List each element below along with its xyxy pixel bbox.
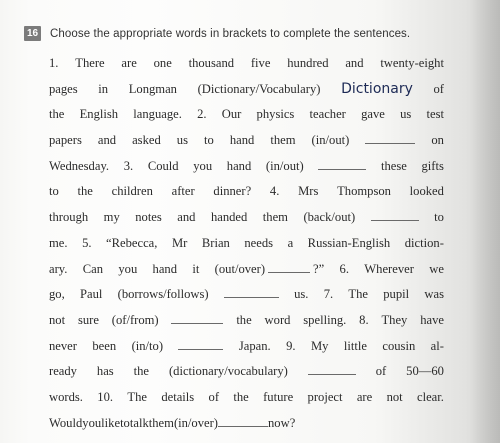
word: the: [77, 184, 93, 199]
word: Brian: [201, 235, 230, 250]
word: of: [433, 81, 444, 96]
word: looked: [409, 184, 444, 199]
word: Would: [49, 415, 83, 430]
word: a: [287, 235, 294, 250]
word: children: [111, 184, 153, 199]
word: me.: [49, 235, 68, 250]
word: these: [380, 158, 407, 173]
word: us: [176, 133, 188, 148]
answer-blank[interactable]: [318, 156, 366, 170]
word: and: [177, 210, 196, 225]
word: twenty-eight: [380, 56, 444, 70]
word: (dictionary/vocabulary): [168, 364, 288, 379]
word: pages: [49, 81, 78, 96]
word: Our: [221, 107, 242, 122]
word: hand: [229, 133, 255, 148]
word: The: [127, 389, 147, 404]
word: There: [75, 56, 105, 70]
word: the: [133, 364, 150, 379]
word: test: [426, 107, 444, 122]
word: hand: [152, 261, 178, 276]
word: Russian-English: [307, 235, 391, 250]
answer-blank[interactable]: [224, 284, 279, 298]
word: 4.: [269, 184, 280, 199]
word: words.: [49, 389, 83, 404]
word: “Rebecca,: [106, 235, 158, 250]
word: you: [82, 415, 102, 430]
word: Can: [82, 261, 104, 276]
text-line-13: [49, 359, 444, 385]
word: was: [424, 287, 444, 302]
answer-blank[interactable]: [171, 310, 223, 324]
word: and: [345, 56, 364, 70]
word: handed: [210, 210, 248, 225]
text-line-3: [49, 102, 444, 128]
word: 10.: [97, 389, 114, 404]
word: Mr: [171, 235, 188, 250]
word: 8.: [359, 312, 369, 327]
word: to: [434, 210, 444, 225]
word: 2.: [197, 107, 207, 122]
word: are: [121, 56, 137, 70]
word: you: [193, 158, 213, 173]
word: we: [429, 261, 444, 276]
word: Mrs: [298, 184, 319, 199]
text-line-9: [49, 257, 444, 283]
word: the: [236, 312, 252, 327]
word: to: [120, 415, 130, 430]
word: (borrows/follows): [117, 287, 209, 302]
text-line-10: [49, 282, 444, 308]
task-instruction: Choose the appropriate words in brackets to complete the sentences.: [50, 27, 411, 40]
word: (out/over): [214, 261, 266, 276]
answer-blank[interactable]: [371, 207, 419, 221]
word: Wherever: [364, 261, 414, 276]
word: Wednesday.: [49, 158, 110, 173]
word: five: [250, 56, 271, 70]
word: not: [49, 312, 66, 327]
word: never: [49, 338, 77, 353]
word: teacher: [309, 107, 346, 122]
word: cousin: [382, 338, 416, 353]
word: dinner?: [213, 184, 252, 199]
text-line-12: [49, 334, 444, 360]
word: us.: [294, 287, 309, 302]
word: to: [49, 184, 59, 199]
word: notes: [135, 210, 162, 225]
word: the: [233, 389, 249, 404]
answer-blank[interactable]: [268, 259, 310, 273]
text-line-6: [49, 179, 444, 205]
word: of: [208, 389, 220, 404]
word: ready: [49, 364, 77, 379]
word: little: [343, 338, 367, 353]
text-line-5: [49, 154, 444, 180]
word: them: [148, 415, 174, 430]
word: clear.: [417, 389, 444, 404]
word: them: [262, 210, 288, 225]
word: ?”: [313, 261, 325, 276]
exercise-text: [49, 51, 444, 436]
word: of: [375, 364, 387, 379]
word: the: [49, 107, 65, 122]
text-line-1: [49, 51, 444, 77]
word: 50—60: [406, 364, 444, 379]
word: it: [192, 261, 200, 276]
word: go,: [49, 287, 65, 302]
word: word: [264, 312, 291, 327]
word: future: [263, 389, 294, 404]
answer-blank[interactable]: [365, 130, 415, 144]
text-line-15: [49, 411, 444, 437]
word: after: [171, 184, 195, 199]
word: (in/out): [265, 158, 304, 173]
word: (of/from): [111, 312, 159, 327]
text-line-7: [49, 205, 444, 231]
word: (back/out): [303, 210, 356, 225]
answer-blank[interactable]: [178, 336, 223, 350]
word: papers: [49, 133, 82, 148]
task-header: [24, 26, 410, 41]
word: hand: [226, 158, 252, 173]
word: Could: [147, 158, 179, 173]
word: gifts: [421, 158, 444, 173]
word: Japan.: [238, 338, 271, 353]
word: physics: [256, 107, 295, 122]
word: spelling.: [303, 312, 347, 327]
word: gave: [361, 107, 385, 122]
task-number-badge: 16: [24, 26, 41, 41]
answer-blank[interactable]: [218, 413, 268, 427]
word: one: [153, 56, 172, 70]
word: on: [431, 133, 444, 148]
word: now?: [268, 415, 296, 430]
word: and: [97, 133, 117, 148]
word: They: [381, 312, 408, 327]
page-edge-shadow: [470, 0, 500, 443]
word: 9.: [286, 338, 296, 353]
answer-blank[interactable]: [308, 361, 356, 375]
word: (in/over): [173, 415, 218, 430]
word: sure: [77, 312, 99, 327]
word: through: [49, 210, 89, 225]
word: language.: [133, 107, 182, 122]
word: Thompson: [337, 184, 391, 199]
word: to: [204, 133, 214, 148]
text-line-14: [49, 385, 444, 411]
word: al-: [430, 338, 444, 353]
word: The: [348, 287, 368, 302]
word: Longman: [128, 81, 177, 96]
word: ary.: [49, 261, 68, 276]
text-line-11: [49, 308, 444, 334]
word: 3.: [123, 158, 134, 173]
word: 6.: [339, 261, 349, 276]
word: 1.: [49, 56, 59, 70]
word: in: [98, 81, 109, 96]
word: have: [420, 312, 444, 327]
word: are: [356, 389, 373, 404]
word: (in/to): [131, 338, 164, 353]
word: Paul: [80, 287, 103, 302]
word: details: [161, 389, 195, 404]
word: My: [310, 338, 329, 353]
word: like: [101, 415, 121, 430]
word: asked: [132, 133, 161, 148]
word: needs: [244, 235, 274, 250]
word: 7.: [323, 287, 334, 302]
word: (Dictionary/Vocabulary): [197, 81, 321, 96]
word: (in/out): [311, 133, 350, 148]
text-line-8: [49, 231, 444, 257]
word: 5.: [82, 235, 92, 250]
word: diction-: [404, 235, 444, 250]
word: talk: [129, 415, 149, 430]
word: us: [400, 107, 412, 122]
word: English: [79, 107, 119, 122]
word: not: [386, 389, 403, 404]
word: has: [96, 364, 114, 379]
word: project: [307, 389, 343, 404]
text-line-4: [49, 128, 444, 154]
word: thousand: [188, 56, 235, 70]
word: them: [270, 133, 296, 148]
handwritten-answer: Dictionary: [341, 80, 413, 97]
text-line-2: [49, 77, 444, 103]
word: pupil: [383, 287, 410, 302]
word: been: [92, 338, 117, 353]
word: my: [103, 210, 120, 225]
word: you: [118, 261, 138, 276]
word: hundred: [287, 56, 329, 70]
